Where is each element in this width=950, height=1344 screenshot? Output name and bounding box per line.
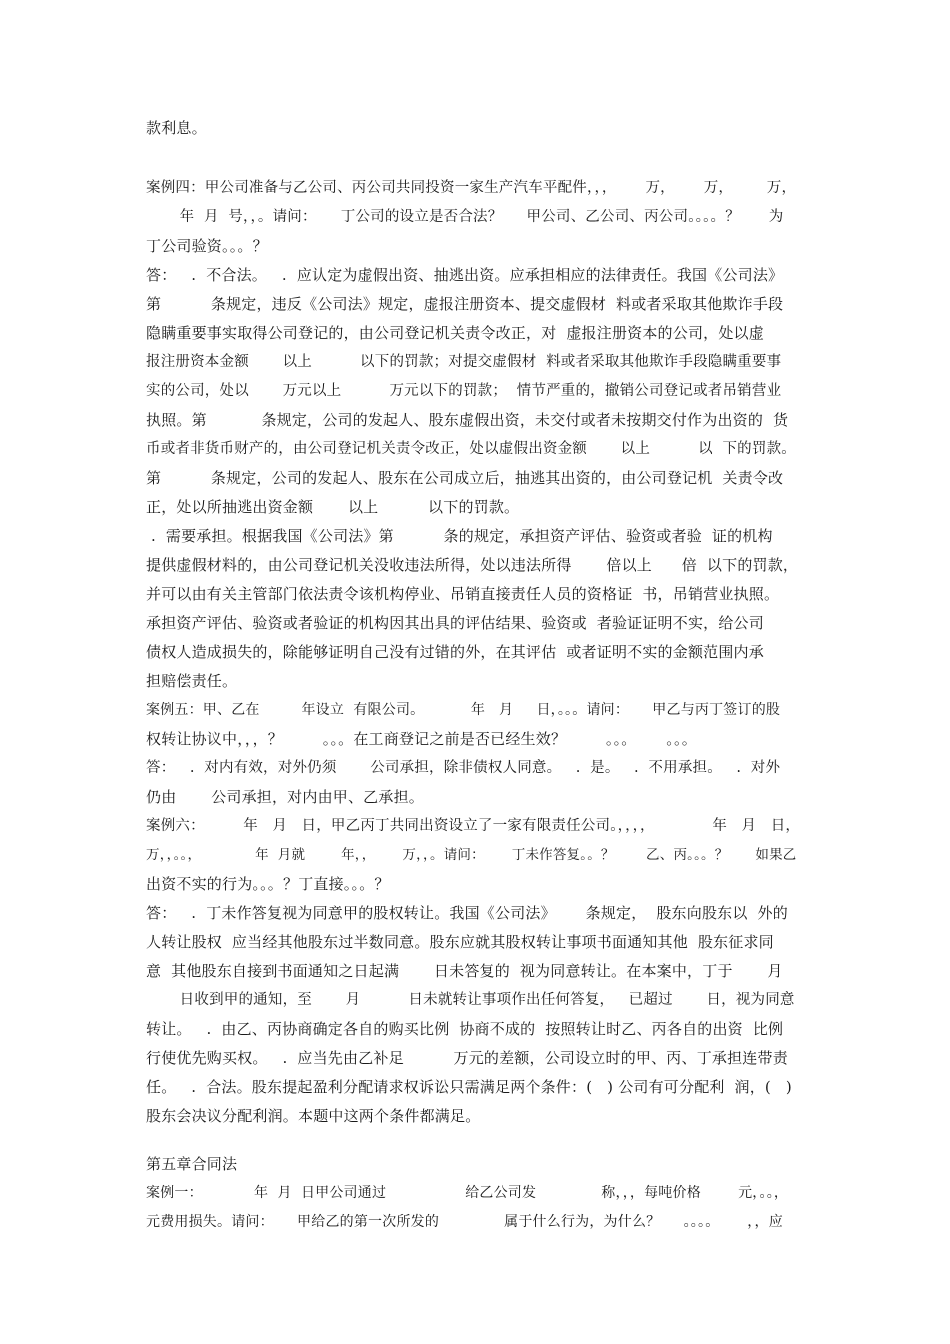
- text-line: 币或者非货币财产的，由公司登记机关责令改正，处以虚假出资金额 以上 以 下的罚款。: [146, 441, 796, 457]
- text-line: 意 其他股东自接到书面通知之日起满 日未答复的 视为同意转让。在本案中，丁于 月: [146, 962, 783, 980]
- text-line: 实的公司，处以 万元以上 万元以下的罚款； 情节严重的，撤销公司登记或者吊销营业: [146, 383, 782, 399]
- text-line: 答： . 对内有效，对外仍须 公司承担，除非债权人同意。 . 是。 . 不用承担。 . 对外: [146, 760, 781, 776]
- text-line: 任。 . 合法。股东提起盈利分配请求权诉讼只需满足两个条件：( ) 公司有可分配利 润，( ): [146, 1078, 792, 1096]
- text-line: 元费用损失。请问： 甲给乙的第一次所发的 属于什么行为，为什么？ 。。。。 ，，应: [146, 1214, 783, 1230]
- text-line: 第 条规定，公司的发起人、股东在公司成立后，抽逃其出资的，由公司登记机 关责令改: [146, 469, 784, 487]
- text-line: 权转让协议中，，，？ 。。。在工商登记之前是否已经生效？ 。。。 。。。: [146, 730, 697, 748]
- text-line: 人转让股权 应当经其他股东过半数同意。股东应就其股权转让事项书面通知其他 股东征求同: [146, 933, 774, 951]
- text-line: 答： . 不合法。 . 应认定为虚假出资、抽逃出资。应承担相应的法律责任。我国《公司法》: [146, 266, 784, 284]
- text-line: 承担资产评估、验资或者验证的机构因其出具的评估结果、验资或 者验证证明不实，给公司: [146, 614, 764, 632]
- text-line: . 需要承担。根据我国《公司法》第 条的规定，承担资产评估、验资或者验 证的机构: [146, 527, 773, 545]
- text-line: 案例六： 年 月 日，甲乙丙丁共同出资设立了一家有限责任公司。，，，， 年 月 日，: [146, 818, 801, 834]
- text-line: 万，，。。， 年 月就 年，， 万，，。请问： 丁未作答复。。？ 乙、丙。。。？ 如果乙: [146, 847, 797, 863]
- text-line: 正，处以所抽逃出资金额 以上 以下的罚款。: [146, 498, 520, 516]
- text-line: 报注册资本金额 以上 以下的罚款；对提交虚假材 料或者采取其他欺诈手段隐瞒重要事: [146, 354, 782, 370]
- text-line: 日收到甲的通知，至 月 日未就转让事项作出任何答复， 已超过 日，视为同意: [146, 992, 795, 1008]
- text-line: 行使优先购买权。 . 应当先由乙补足 万元的差额，公司设立时的甲、丙、丁承担连带责: [146, 1049, 788, 1067]
- text-line: 担赔偿责任。: [146, 672, 238, 690]
- text-line: 隐瞒重要事实取得公司登记的，由公司登记机关责令改正，对 虚报注册资本的公司，处以虚: [146, 324, 764, 342]
- text-line: 案例四：甲公司准备与乙公司、丙公司共同投资一家生产汽车平配件，，， 万， 万， 万，: [146, 180, 797, 196]
- text-line: 答： . 丁未作答复视为同意甲的股权转让。我国《公司法》 条规定， 股东向股东以 外的: [146, 904, 788, 922]
- chapter-heading: 第五章合同法: [146, 1155, 238, 1173]
- text-line: 并可以由有关主管部门依法责令该机构停业、吊销直接责任人员的资格证 书，吊销营业执照。: [146, 585, 780, 603]
- text-line: 案例五：甲、乙在 年设立 有限公司。 年 月 日，。。。请问： 甲乙与丙丁签订的股: [146, 702, 781, 718]
- text-line: 丁公司验资。。。？: [146, 237, 268, 255]
- text-line: 仍由 公司承担，对内由甲、乙承担。: [146, 788, 424, 806]
- text-line: 股东会决议分配利润。本题中这两个条件都满足。: [146, 1107, 481, 1125]
- text-line: 出资不实的行为。。。？丁直接。。。？: [146, 875, 390, 893]
- text-line: 转让。 . 由乙、丙协商确定各自的购买比例 协商不成的 按照转让时乙、丙各自的出资 比例: [146, 1020, 784, 1038]
- text-line: 第 条规定，违反《公司法》规定，虚报注册资本、提交虚假材 料或者采取其他欺诈手段: [146, 295, 784, 313]
- text-line: 案例一： 年 月 日甲公司通过 给乙公司发 称，，，每吨价格 元，。。，: [146, 1185, 789, 1201]
- text-line: 年 月 号，，。请问： 丁公司的设立是否合法？ 甲公司、乙公司、丙公司。。。。？ 为: [146, 209, 784, 225]
- text-line: 债权人造成损失的，除能够证明自己没有过错的外，在其评估 或者证明不实的金额范围内承: [146, 643, 764, 661]
- text-line: 提供虚假材料的，由公司登记机关没收违法所得，处以违法所得 倍以上 倍 以下的罚款，: [146, 556, 799, 574]
- text-line: 款利息。: [146, 119, 207, 137]
- text-line: 执照。第 条规定，公司的发起人、股东虚假出资，未交付或者未按期交付作为出资的 货: [146, 411, 789, 429]
